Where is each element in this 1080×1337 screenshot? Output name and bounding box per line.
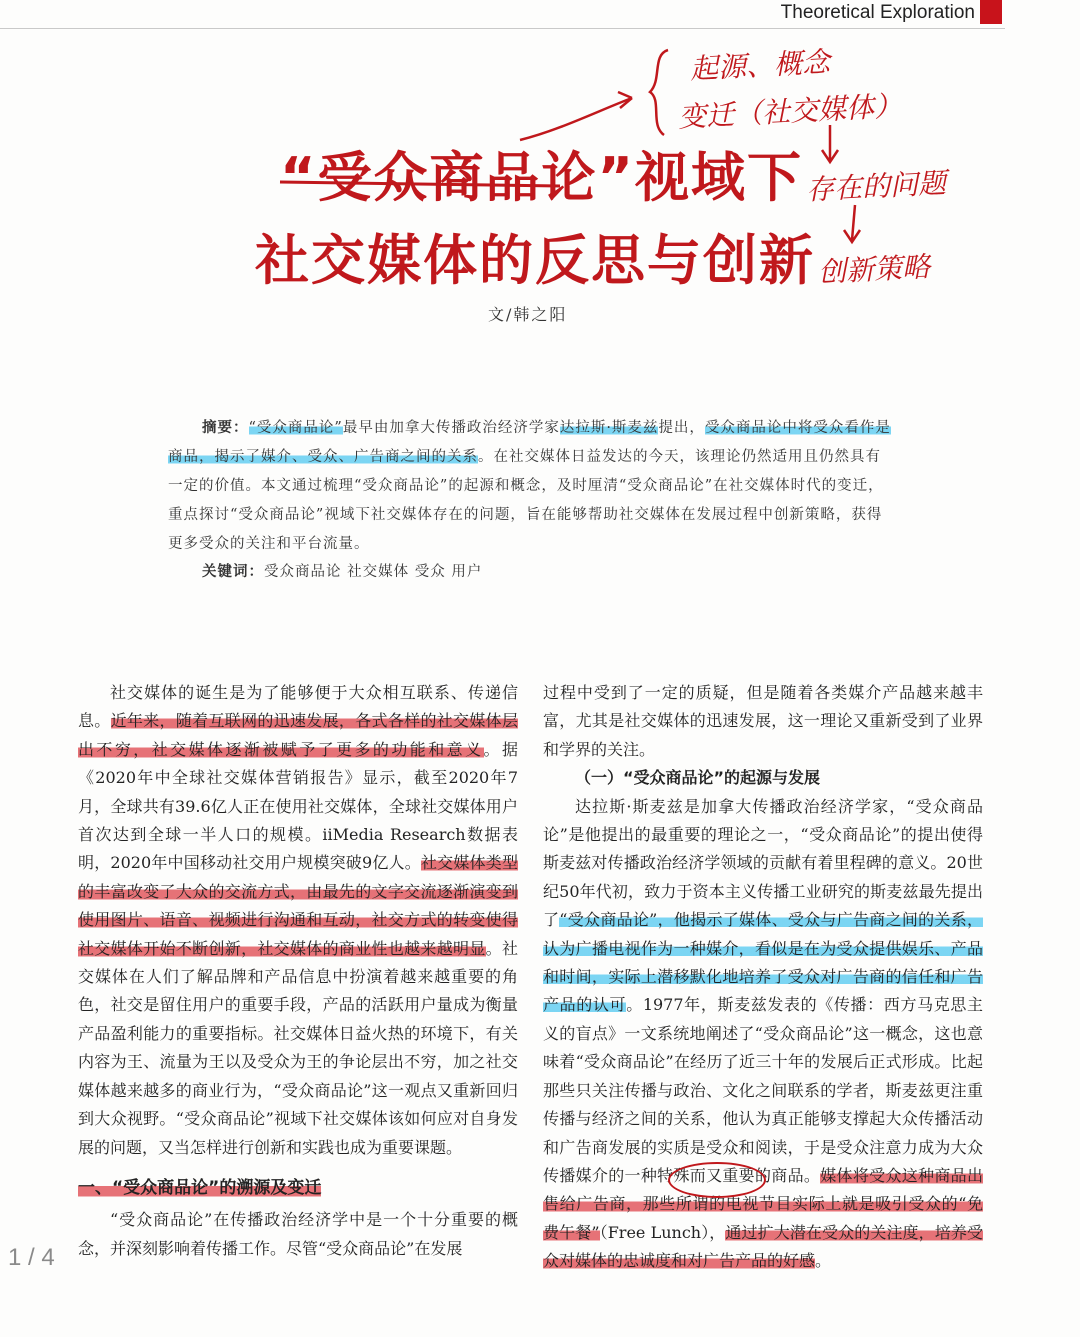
abstract-text: 。在社交媒体日益发达的今天，该理论仍然适用且仍然具有一定的价值。本文通过梳理“受众商品论”的起源和概念，及时厘清“受众商品论”在社交媒体时代的变迁，重点探讨“受众商品论”视域下社交媒体存在的问题，旨在能够帮助社交媒体在发展过程中创新策略，获得更多受众的关注和平台流量。	[168, 449, 884, 552]
keywords	[202, 560, 482, 581]
abstract-highlight: 达拉斯·斯麦兹	[559, 420, 659, 436]
abstract	[168, 414, 892, 559]
text: 社交媒体的诞生是为了能够便于大众相互联系、传递信息。	[78, 683, 518, 731]
paragraph	[78, 679, 518, 1162]
abstract-highlight: “受众商品论”	[248, 420, 343, 436]
highlight-red: 社交媒体类型的丰富改变了大众的交流方式，由最先的文字交流逐渐演变到使用图片、语音、视频进行沟通和互动，社交方式的转变使得社交媒体开始不断创新，社交媒体的商业性也越来越明显	[78, 853, 518, 958]
section-heading	[78, 1174, 518, 1202]
note-origin-concept: 起源、概念	[689, 45, 831, 86]
paragraph: 过程中受到了一定的质疑，但是随着各类媒介产品越来越丰富，尤其是社交媒体的迅速发展，这一理论又重新受到了业界和学界的关注。	[543, 683, 983, 759]
highlight-blue: “受众商品论”，他揭示了媒体、受众与广告商之间的关系，认为广播电视作为一种媒介，看似是在为受众提供娱乐、产品和时间，实际上潜移默化地培养了受众对广告商的信任和广告产品的认可	[543, 910, 983, 1015]
ink-circle	[668, 1162, 766, 1198]
paragraph: “受众商品论”在传播政治经济学中是一个十分重要的概念，并深刻影响着传播工作。尽管“受众商品论”在发展	[78, 1210, 518, 1258]
page-indicator[interactable]: 1 / 4	[8, 1244, 55, 1271]
keywords-label: 关键词：	[202, 564, 264, 580]
highlight-red: 近年来，随着互联网的迅速发展，各式各样的社交媒体层出不穷，社交媒体逐渐被赋予了更多的功能和意义	[78, 711, 518, 759]
text: 达拉斯·斯麦兹是加拿大传播政治经济学家，“受众商品论”是他提出的最重要的理论之一，“受众商品论”的提出使得斯麦兹对传播政治经济学领域的贡献有着里程碑的意义。20世纪50年代初，致力于资本主义传播工业研究的斯麦兹最先提出了	[543, 796, 983, 930]
paragraph	[543, 793, 983, 1276]
abstract-text: 提出，	[658, 420, 705, 436]
text: 。	[815, 1251, 832, 1271]
subsection-heading: （一）“受众商品论”的起源与发展	[575, 768, 821, 788]
highlight-red: 通过扩大潜在受众的关注度，培养受众对媒体的忠诚度和对广告产品的好感	[543, 1222, 983, 1271]
abstract-highlight: 受众商品论中将受众看作是商品，揭示了媒介、受众、广告商之间的关系	[168, 420, 891, 465]
note-problems: 存在的问题	[805, 166, 947, 207]
text: 。社交媒体在人们了解品牌和产品信息中扮演着越来越重要的角色，社交是留住用户的重要手段，产品的活跃用户量成为衡量产品盈利能力的重要指标。社交媒体日益火热的环境下，有关内容为王、流量为王以及受众为王的争论层出不穷，加之社交媒体越来越多的商业行为，“受众商品论”这一观点又重新回归到大众视野。“受众商品论”视域下社交媒体该如何应对自身发展的问题，又当怎样进行创新和实践也成为重要课题。	[78, 938, 518, 1157]
text: （Free Lunch），	[599, 1222, 726, 1242]
keywords-text: 受众商品论 社交媒体 受众 用户	[264, 564, 483, 580]
section-heading-text: 一、“受众商品论”的溯源及变迁	[78, 1177, 322, 1198]
text: 。1977年，斯麦兹发表的《传播：西方马克思主义的盲点》一文系统地阐述了“受众商品论”这一概念，这也意味着“受众商品论”在经历了近三十年的发展后正式形成。比起那些只关注传播与政治、文化之间联系的学者，斯麦兹更注重传播与经济之间的关系，他认为真正能够支撑起大众传播活动和广告商发展的实质是受众和阅读，于是受众注意力成为大众传播媒介的一种特殊而又重要的商品。	[543, 995, 983, 1185]
text: 。据《2020年中全球社交媒体营销报告》显示，截至2020年7月，全球共有39.6亿人正在使用社交媒体，全球社交媒体用户首次达到全球一半人口的规模。iiMedia Research数据表明，2020年中国移动社交用户规模突破9亿人。	[78, 739, 518, 873]
journal-section-title: Theoretical Exploration	[780, 2, 975, 23]
note-strategy: 创新策略	[817, 250, 931, 289]
author: 文/韩之阳	[488, 305, 568, 324]
highlight-red: 媒体将受众这种商品出售给广告商，那些所谓的电视节目实际上就是吸引受众的“免费午餐”	[543, 1165, 983, 1242]
abstract-text: 最早由加拿大传播政治经济学家	[342, 420, 560, 436]
abstract-label: 摘要：	[202, 420, 249, 436]
title-line-1: “受众商品论”视域下	[280, 146, 803, 209]
note-evolution: 变迁（社交媒体）	[677, 89, 903, 134]
left-column	[78, 679, 518, 1263]
title-line-2: 社交媒体的反思与创新	[255, 229, 815, 292]
